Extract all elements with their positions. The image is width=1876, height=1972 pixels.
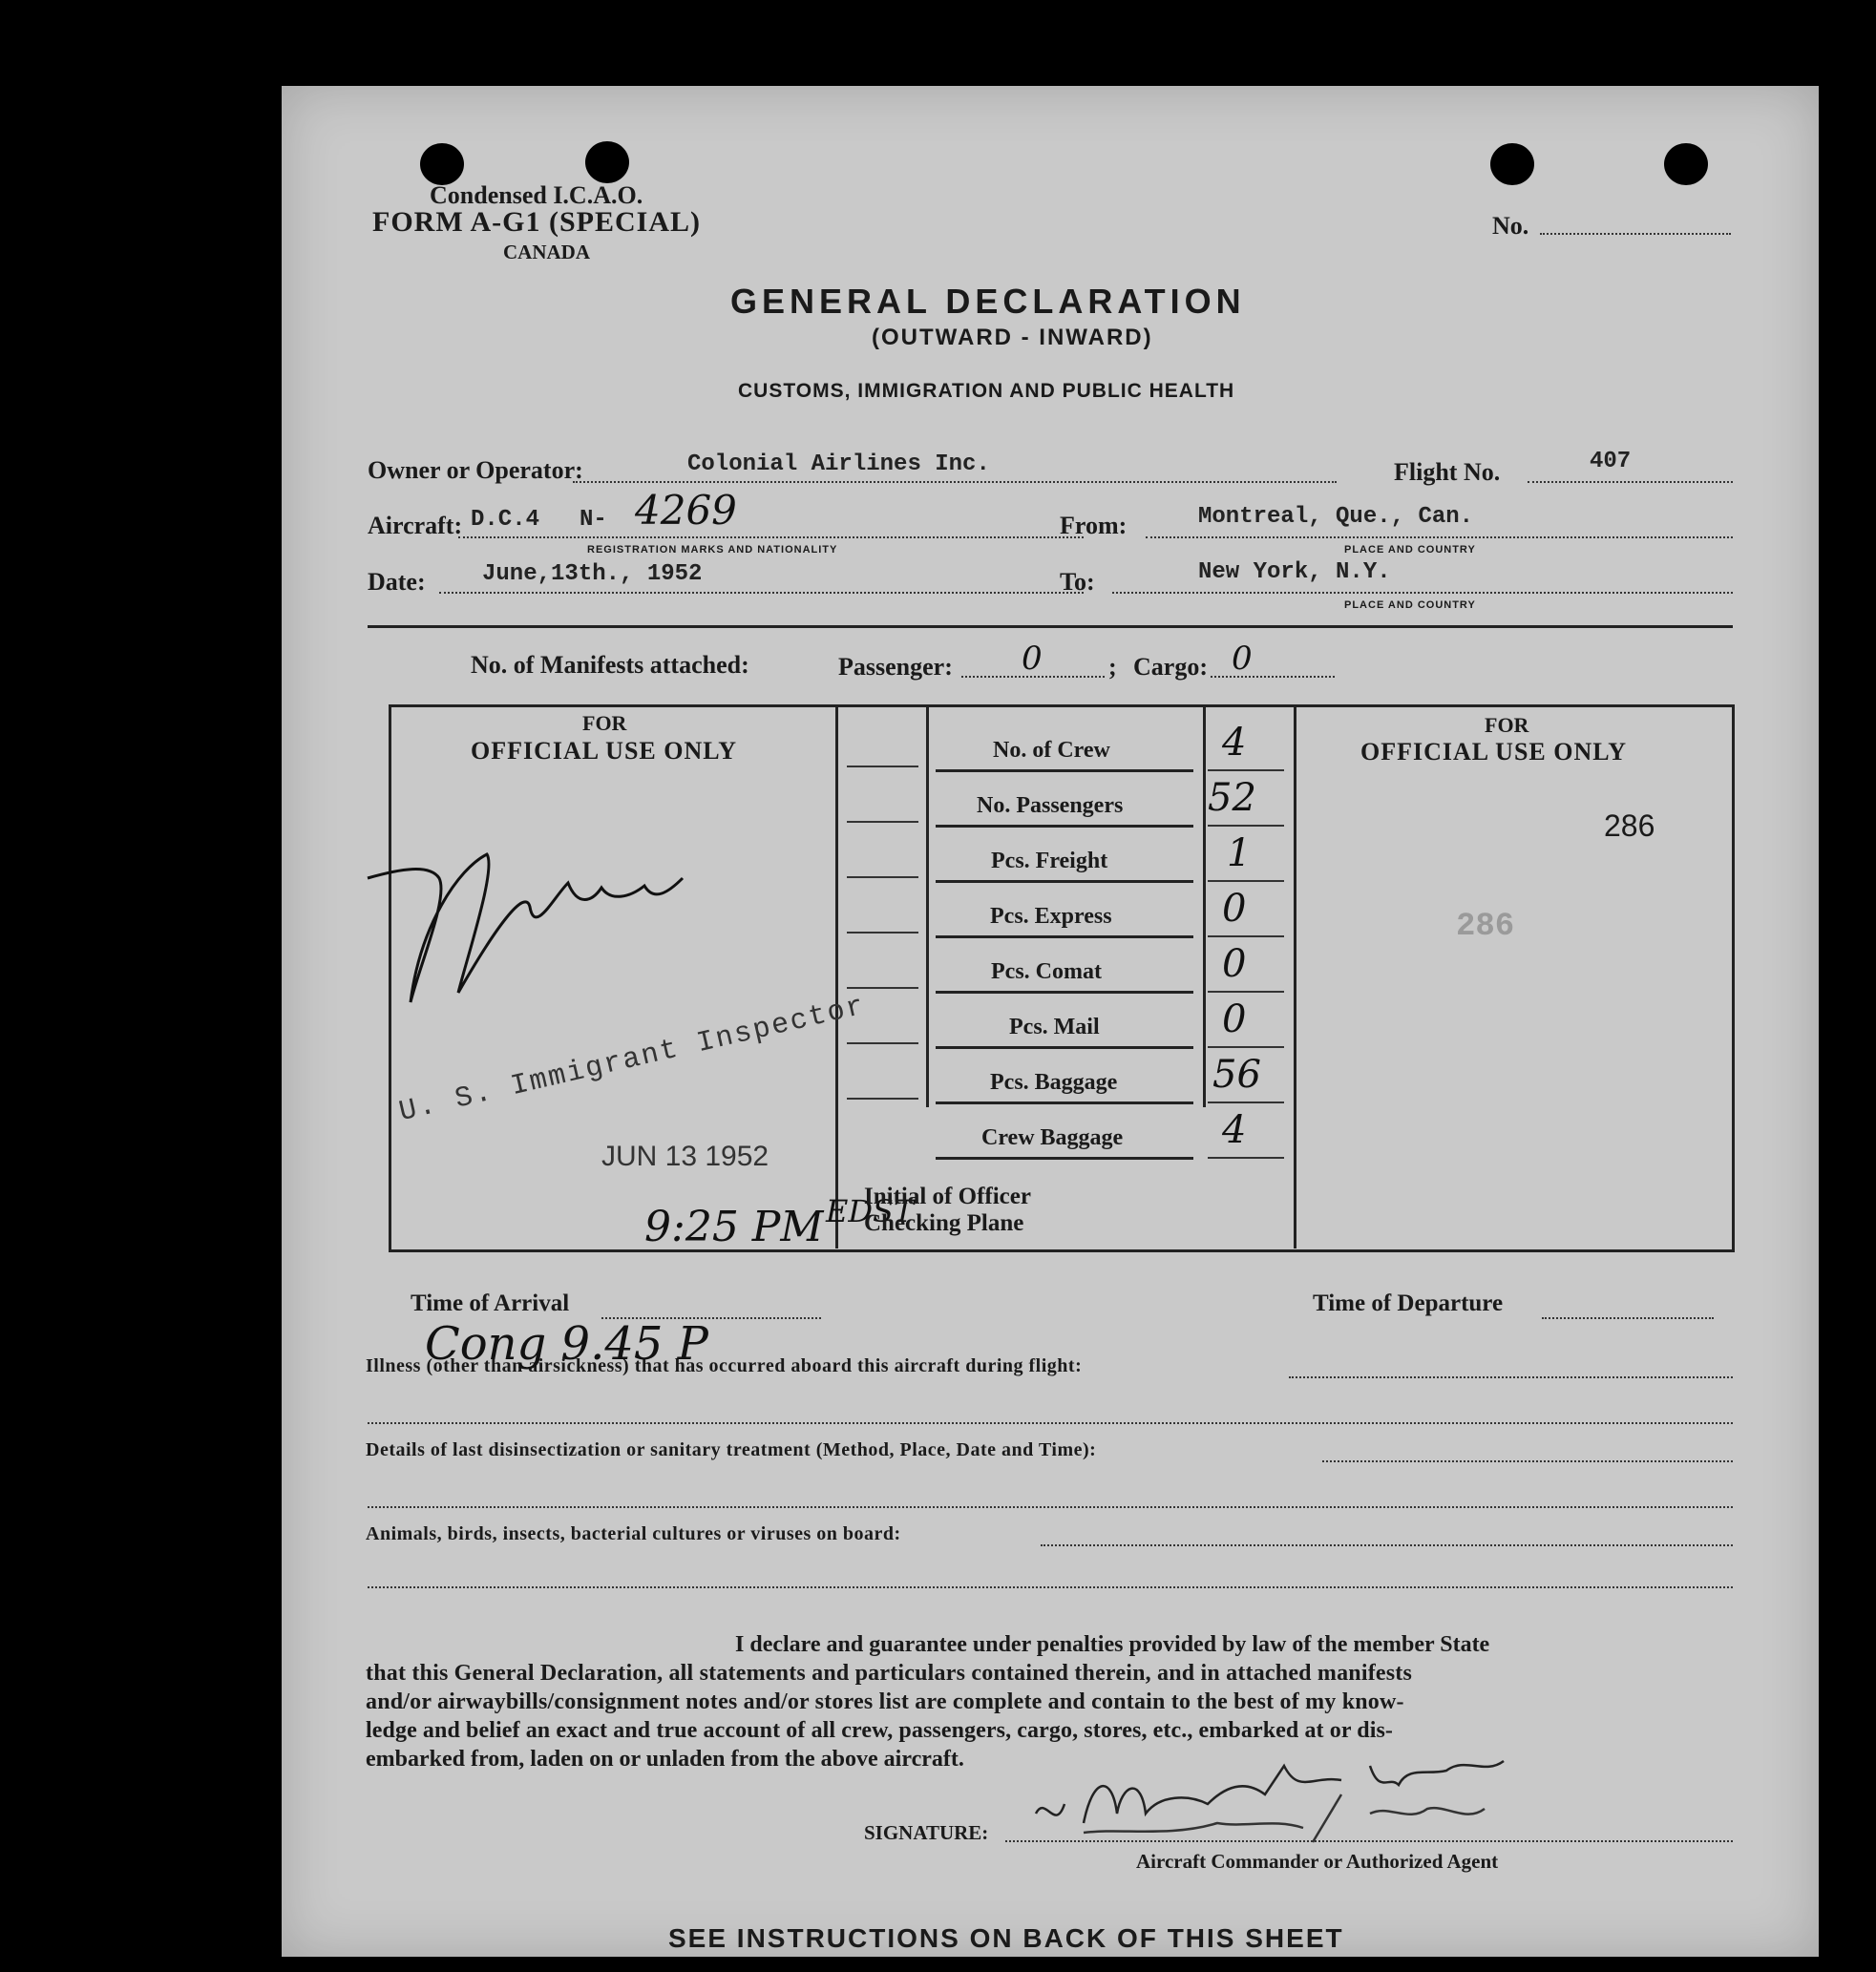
punch-hole: [1490, 143, 1534, 185]
count-label-express: Pcs. Express: [990, 904, 1112, 929]
departure-time-label: Time of Departure: [1313, 1290, 1504, 1316]
flight-line: [1528, 481, 1733, 483]
declaration-line: embarked from, laden on or unladen from the above aircraft.: [366, 1747, 964, 1772]
punch-hole: [420, 143, 464, 185]
check-line: [847, 932, 918, 934]
check-line: [847, 766, 918, 767]
from-line: [1146, 536, 1733, 538]
faded-stamp-number: 286: [1456, 909, 1515, 945]
row-line: [936, 935, 1193, 938]
form-subtitle: Condensed I.C.A.O.: [430, 181, 643, 209]
count-label-crew: No. of Crew: [993, 738, 1110, 763]
official-use-label-right: OFFICIAL USE ONLY: [1360, 738, 1627, 766]
animals-field[interactable]: [368, 1586, 1733, 1588]
row-line: [936, 1046, 1193, 1049]
official-for-label-right: FOR: [1485, 713, 1529, 737]
count-label-baggage: Pcs. Baggage: [990, 1070, 1118, 1095]
manifests-label: No. of Manifests attached:: [471, 651, 749, 679]
value-line: [1208, 991, 1284, 993]
count-value-passengers[interactable]: 52: [1208, 776, 1256, 820]
flight-label: Flight No.: [1394, 458, 1501, 486]
punch-hole: [585, 141, 629, 183]
table-divider: [835, 706, 838, 1248]
count-value-mail[interactable]: 0: [1222, 997, 1247, 1041]
arrival-time-hand: 9:25 PM: [644, 1203, 824, 1251]
aircraft-reg-field[interactable]: 4269: [635, 487, 737, 534]
form-sheet: [282, 86, 1819, 1957]
value-line: [1208, 769, 1284, 771]
count-value-comat[interactable]: 0: [1222, 942, 1247, 986]
owner-line: [573, 481, 1337, 483]
from-label: From:: [1060, 512, 1128, 539]
count-label-mail: Pcs. Mail: [1009, 1015, 1100, 1039]
aircraft-reg-prefix: N-: [580, 507, 607, 533]
to-field[interactable]: New York, N.Y.: [1198, 559, 1391, 585]
immigration-stamp: U. S. Immigrant Inspector: [396, 990, 869, 1130]
count-label-crew-baggage: Crew Baggage: [981, 1125, 1124, 1150]
count-value-baggage[interactable]: 56: [1212, 1053, 1261, 1097]
table-divider: [1203, 706, 1206, 1107]
check-line: [847, 987, 918, 989]
footer-instructions: SEE INSTRUCTIONS ON BACK OF THIS SHEET: [668, 1923, 1344, 1953]
count-value-crew-baggage[interactable]: 4: [1222, 1108, 1247, 1152]
commander-signature: [1026, 1737, 1637, 1852]
section-heading: CUSTOMS, IMMIGRATION AND PUBLIC HEALTH: [738, 380, 1235, 402]
signature-caption: Aircraft Commander or Authorized Agent: [1136, 1850, 1499, 1873]
form-number: FORM A-G1 (SPECIAL): [372, 206, 701, 238]
flight-field[interactable]: 407: [1590, 449, 1632, 474]
value-line: [1208, 1101, 1284, 1103]
count-label-comat: Pcs. Comat: [991, 959, 1102, 984]
owner-field[interactable]: Colonial Airlines Inc.: [687, 451, 990, 477]
punch-hole: [1664, 143, 1708, 185]
check-line: [847, 1098, 918, 1100]
departure-time-field[interactable]: [1542, 1317, 1714, 1319]
animals-question: Animals, birds, insects, bacterial cultures or viruses on board:: [366, 1523, 901, 1544]
value-line: [1208, 880, 1284, 882]
initial-officer-label: Initial of Officer: [864, 1184, 1031, 1209]
row-line: [936, 1157, 1193, 1160]
cargo-manifest-label: Cargo:: [1133, 653, 1208, 681]
count-label-freight: Pcs. Freight: [991, 849, 1108, 873]
official-for-label: FOR: [582, 711, 627, 735]
signature-field[interactable]: [1005, 1840, 1733, 1842]
declaration-line: ledge and belief an exact and true account of all crew, passengers, cargo, stores, etc., embarked at or dis-: [366, 1718, 1393, 1743]
row-line: [936, 880, 1193, 883]
reg-caption: REGISTRATION MARKS AND NATIONALITY: [587, 544, 838, 556]
disinsectization-question: Details of last disinsectization or sanitary treatment (Method, Place, Date and Time):: [366, 1439, 1097, 1460]
date-field[interactable]: June,13th., 1952: [482, 561, 703, 587]
declaration-line: and/or airwaybills/consignment notes and/or stores list are complete and contain to the best of my know-: [366, 1689, 1404, 1714]
count-value-express[interactable]: 0: [1222, 887, 1247, 931]
check-line: [847, 821, 918, 823]
place-caption: PLACE AND COUNTRY: [1344, 599, 1476, 611]
row-line: [936, 991, 1193, 994]
official-use-label: OFFICIAL USE ONLY: [471, 737, 737, 765]
illness-hand-note: Cong 9.45 P: [425, 1317, 708, 1371]
arrival-time-label: Time of Arrival: [411, 1290, 570, 1316]
row-line: [936, 769, 1193, 772]
value-line: [1208, 1046, 1284, 1048]
aircraft-label: Aircraft:: [368, 512, 463, 539]
date-label: Date:: [368, 568, 426, 596]
cargo-manifest-field[interactable]: 0: [1232, 640, 1253, 678]
row-line: [936, 825, 1193, 828]
count-value-crew[interactable]: 4: [1222, 721, 1247, 765]
page-subtitle: (OUTWARD - INWARD): [872, 325, 1153, 350]
illness-field[interactable]: [368, 1422, 1733, 1424]
value-line: [1208, 935, 1284, 937]
aircraft-field[interactable]: D.C.4: [471, 507, 540, 533]
owner-label: Owner or Operator:: [368, 456, 583, 484]
aircraft-line: [458, 536, 1084, 538]
passenger-manifest-field[interactable]: 0: [1022, 640, 1043, 678]
divider: [368, 625, 1733, 628]
disinsectization-line: [1322, 1460, 1733, 1462]
place-caption: PLACE AND COUNTRY: [1344, 544, 1476, 556]
cargo-manifest-line: [1211, 676, 1335, 678]
checking-plane-label: Checking Plane: [864, 1210, 1024, 1236]
to-label: To:: [1060, 568, 1095, 596]
arrival-timezone-hand: EDST: [826, 1193, 915, 1229]
declaration-line: that this General Declaration, all statements and particulars contained therein, and in attached manifests: [366, 1661, 1413, 1686]
no-field[interactable]: [1540, 233, 1731, 235]
from-field[interactable]: Montreal, Que., Can.: [1198, 504, 1474, 530]
check-line: [847, 1042, 918, 1044]
row-line: [936, 1101, 1193, 1104]
illness-line: [1289, 1376, 1733, 1378]
signature-label: SIGNATURE:: [864, 1821, 989, 1844]
declaration-line: I declare and guarantee under penalties provided by law of the member State: [735, 1632, 1490, 1657]
stamp-date: JUN 13 1952: [601, 1141, 769, 1172]
date-line: [439, 592, 1084, 594]
no-label: No.: [1492, 212, 1529, 240]
manifest-separator: ;: [1108, 653, 1117, 681]
table-divider: [926, 706, 929, 1107]
value-line: [1208, 1157, 1284, 1159]
count-value-freight[interactable]: 1: [1227, 831, 1252, 875]
check-line: [847, 876, 918, 878]
page-title: GENERAL DECLARATION: [730, 282, 1246, 321]
passenger-manifest-label: Passenger:: [838, 653, 953, 681]
count-label-passengers: No. Passengers: [977, 793, 1124, 818]
table-divider: [1294, 706, 1296, 1248]
value-line: [1208, 825, 1284, 827]
to-line: [1112, 592, 1733, 594]
form-country: CANADA: [503, 241, 590, 263]
disinsectization-field[interactable]: [368, 1506, 1733, 1508]
official-number: 286: [1604, 808, 1655, 843]
animals-line: [1041, 1544, 1733, 1546]
illness-question: Illness (other than airsickness) that has occurred aboard this aircraft during flight:: [366, 1355, 1083, 1376]
official-signature: [363, 811, 764, 1021]
